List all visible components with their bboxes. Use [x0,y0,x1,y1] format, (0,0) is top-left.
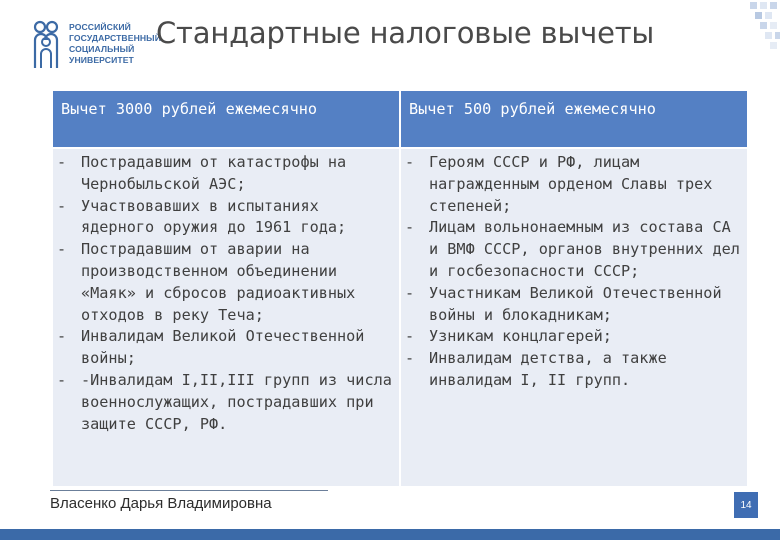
list-item [57,326,395,370]
logo-text [69,22,161,66]
logo-line: СОЦИАЛЬНЫЙ [69,44,135,54]
logo-line: УНИВЕРСИТЕТ [69,55,134,65]
list-item [57,152,395,196]
logo-people-icon [33,20,67,70]
bullet-dash: - [57,327,67,346]
bottom-bar [0,529,780,540]
university-logo [33,20,161,70]
bullet-dash: - [57,370,67,389]
bullet-dash: - [57,196,67,215]
column-header-3000: Вычет 3000 рублей ежемесячно [53,91,399,147]
list-item [57,239,395,326]
list-item [57,370,395,435]
list-item [405,348,743,392]
list-item-text: Лицам вольнонаемным из состава СА и ВМФ СССР, органов внутренних дел и госбезопасности СССР; [429,218,740,280]
page-number: 14 [734,492,758,518]
column-3000-items [53,149,399,486]
logo-line: ГОСУДАРСТВЕННЫЙ [69,33,161,43]
bullet-dash: - [405,327,415,346]
column-500-items [401,149,747,486]
bullet-dash: - [405,283,415,302]
bullet-dash: - [405,153,415,171]
list-item-text: Участвовавших в испытаниях ядерного оружия до 1961 года; [81,196,347,237]
list-item-text: Узникам концлагерей; [429,327,612,346]
list-item [405,283,743,327]
list-item [405,217,743,282]
list-item [405,152,743,217]
list-item-text: -Инвалидам I,II,III групп из числа военнослужащих, пострадавших при защите СССР, РФ. [81,370,392,433]
list-item-text: Инвалидам Великой Отечественной войны; [81,327,365,368]
list-item-text: Героям СССР и РФ, лицам награжденным орденом Славы трех степеней; [429,153,713,215]
author-name: Власенко Дарья Владимировна [50,490,328,512]
decorative-squares [710,0,780,50]
column-header-500: Вычет 500 рублей ежемесячно [401,91,747,147]
slide-title: Стандартные налоговые вычеты [156,16,655,50]
list-item-text: Участникам Великой Отечественной войны и блокадникам; [429,283,722,324]
list-item [405,326,743,348]
list-item [57,196,395,240]
logo-line: РОССИЙСКИЙ [69,22,131,32]
list-item-text: Пострадавшим от катастрофы на Чернобыльской АЭС; [81,153,347,193]
list-item-text: Пострадавшим от аварии на производственном объединении «Маяк» и сбросов радиоактивных отходов в реку Теча; [81,240,356,324]
bullet-dash: - [405,349,415,368]
bullet-dash: - [405,218,415,237]
bullet-dash: - [57,240,67,259]
bullet-dash: - [57,153,67,171]
list-item-text: Инвалидам детства, а также инвалидам I, II групп. [429,349,667,389]
